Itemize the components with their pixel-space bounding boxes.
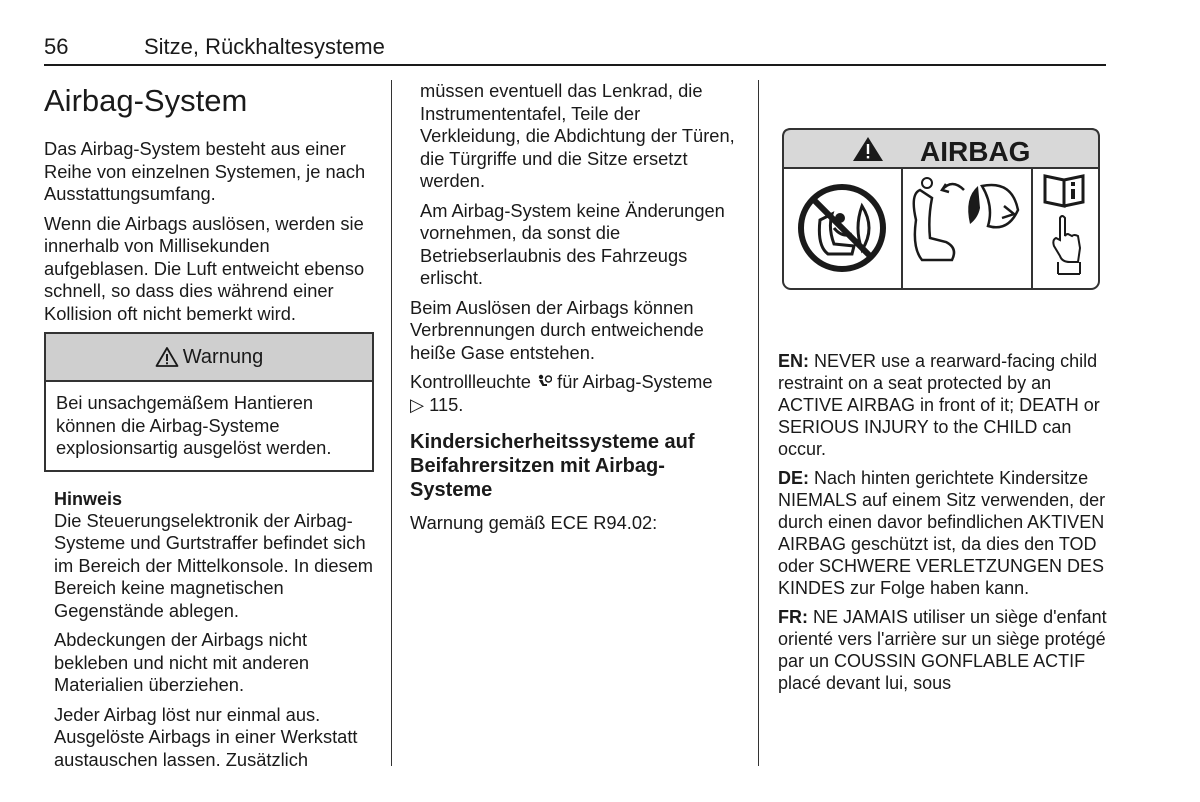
note-paragraph-1: Die Steuerungselektronik der Airbag-Systeme und Gurtstraffer befindet sich im Bereich der Mittelkonsole. In diesem Bereich keine magnetischen Gegenstände ablegen. — [54, 509, 374, 621]
en-text: NEVER use a rearward-facing child restraint on a seat protected by an ACTIVE AIRBAG in front of it; DEATH or SERIOUS INJURY to the CHILD can occur. — [778, 351, 1100, 459]
header-rule — [44, 64, 1106, 66]
indicator-text: Kontrollleuchte — [410, 371, 531, 392]
airbag-indicator-icon — [536, 374, 552, 390]
warning-header — [46, 334, 372, 382]
continued-note — [410, 80, 740, 290]
note-block — [44, 488, 374, 772]
fr-code: FR: — [778, 607, 808, 627]
column-2 — [410, 80, 740, 542]
warning-label: Warnung — [182, 345, 264, 368]
note-paragraph-3: Jeder Airbag löst nur einmal aus. Ausgelöste Airbags in einer Werkstatt austauschen lassen. Zusätzlich — [54, 703, 358, 770]
column-3 — [778, 80, 1108, 701]
note-title: Hinweis — [54, 488, 123, 509]
column-1 — [44, 80, 374, 778]
ece-warning-text: Warnung gemäß ECE R94.02: — [410, 512, 658, 533]
note-paragraph-2: Abdeckungen der Airbags nicht bekleben und nicht mit anderen Materialien überziehen. — [54, 629, 310, 695]
de-code: DE: — [778, 468, 809, 488]
continued-paragraph-1: müssen eventuell das Lenkrad, die Instrumententafel, Teile der Verkleidung, die Abdichtung der Türen, die Türgriffe und die Sitze ersetzt werden. — [420, 80, 735, 191]
airbag-warning-label — [782, 128, 1100, 290]
en-code: EN: — [778, 351, 809, 371]
intro-paragraph: Das Airbag-System besteht aus einer Reihe von einzelnen Systemen, je nach Ausstattungsumfang. — [44, 138, 366, 204]
fr-text: NE JAMAIS utiliser un siège d'enfant orienté vers l'arrière sur un siège protégé par un COUSSIN GONFLABLE ACTIF placé devant lui, sous — [778, 607, 1107, 693]
continued-paragraph-2: Am Airbag-System keine Änderungen vornehmen, da sonst die Betriebserlaubnis des Fahrzeugs erlischt. — [420, 199, 725, 288]
de-warning — [778, 467, 1108, 599]
de-text: Nach hinten gerichtete Kindersitze NIEMALS auf einem Sitz verwenden, der durch einen davor befindlichen AKTIVEN AIRBAG geschützt ist, da dies den TOD oder SCHWERE VERLETZUNGEN DES KINDES zur Folge haben kann. — [778, 468, 1106, 598]
fr-warning — [778, 606, 1108, 694]
en-warning — [778, 350, 1108, 460]
warning-triangle-icon — [155, 346, 179, 368]
warning-box — [44, 332, 374, 472]
page-header — [44, 34, 1106, 64]
page-ref-arrow-icon: ▷ — [410, 393, 425, 415]
deploy-paragraph: Wenn die Airbags auslösen, werden sie innerhalb von Millisekunden aufgeblasen. Die Luft entweicht ebenso schnell, so dass dies während einer Kollision oft nicht bemerkt wird. — [44, 212, 365, 324]
column-divider-2 — [758, 80, 759, 766]
indicator-suffix: für Airbag-Systeme — [557, 371, 713, 392]
page-number: 56 — [44, 34, 69, 59]
burns-paragraph: Beim Auslösen der Airbags können Verbrennungen durch entweichende heiße Gase entstehen. — [410, 296, 704, 363]
child-seat-heading: Kindersicherheitssysteme auf Beifahrersitzen mit Airbag-Systeme — [410, 431, 695, 501]
airbag-label-graphic — [782, 128, 1100, 290]
label-title: AIRBAG — [920, 136, 1031, 167]
warning-text: Bei unsachgemäßem Hantieren können die Airbag-Systeme explosionsartig ausgelöst werden. — [56, 392, 332, 458]
indicator-paragraph — [410, 371, 740, 416]
warning-body — [46, 382, 372, 470]
indicator-page-ref[interactable]: 115. — [429, 393, 464, 415]
page-title: Airbag-System — [44, 83, 248, 118]
section-title: Sitze, Rückhaltesysteme — [144, 34, 385, 59]
column-divider-1 — [391, 80, 392, 766]
